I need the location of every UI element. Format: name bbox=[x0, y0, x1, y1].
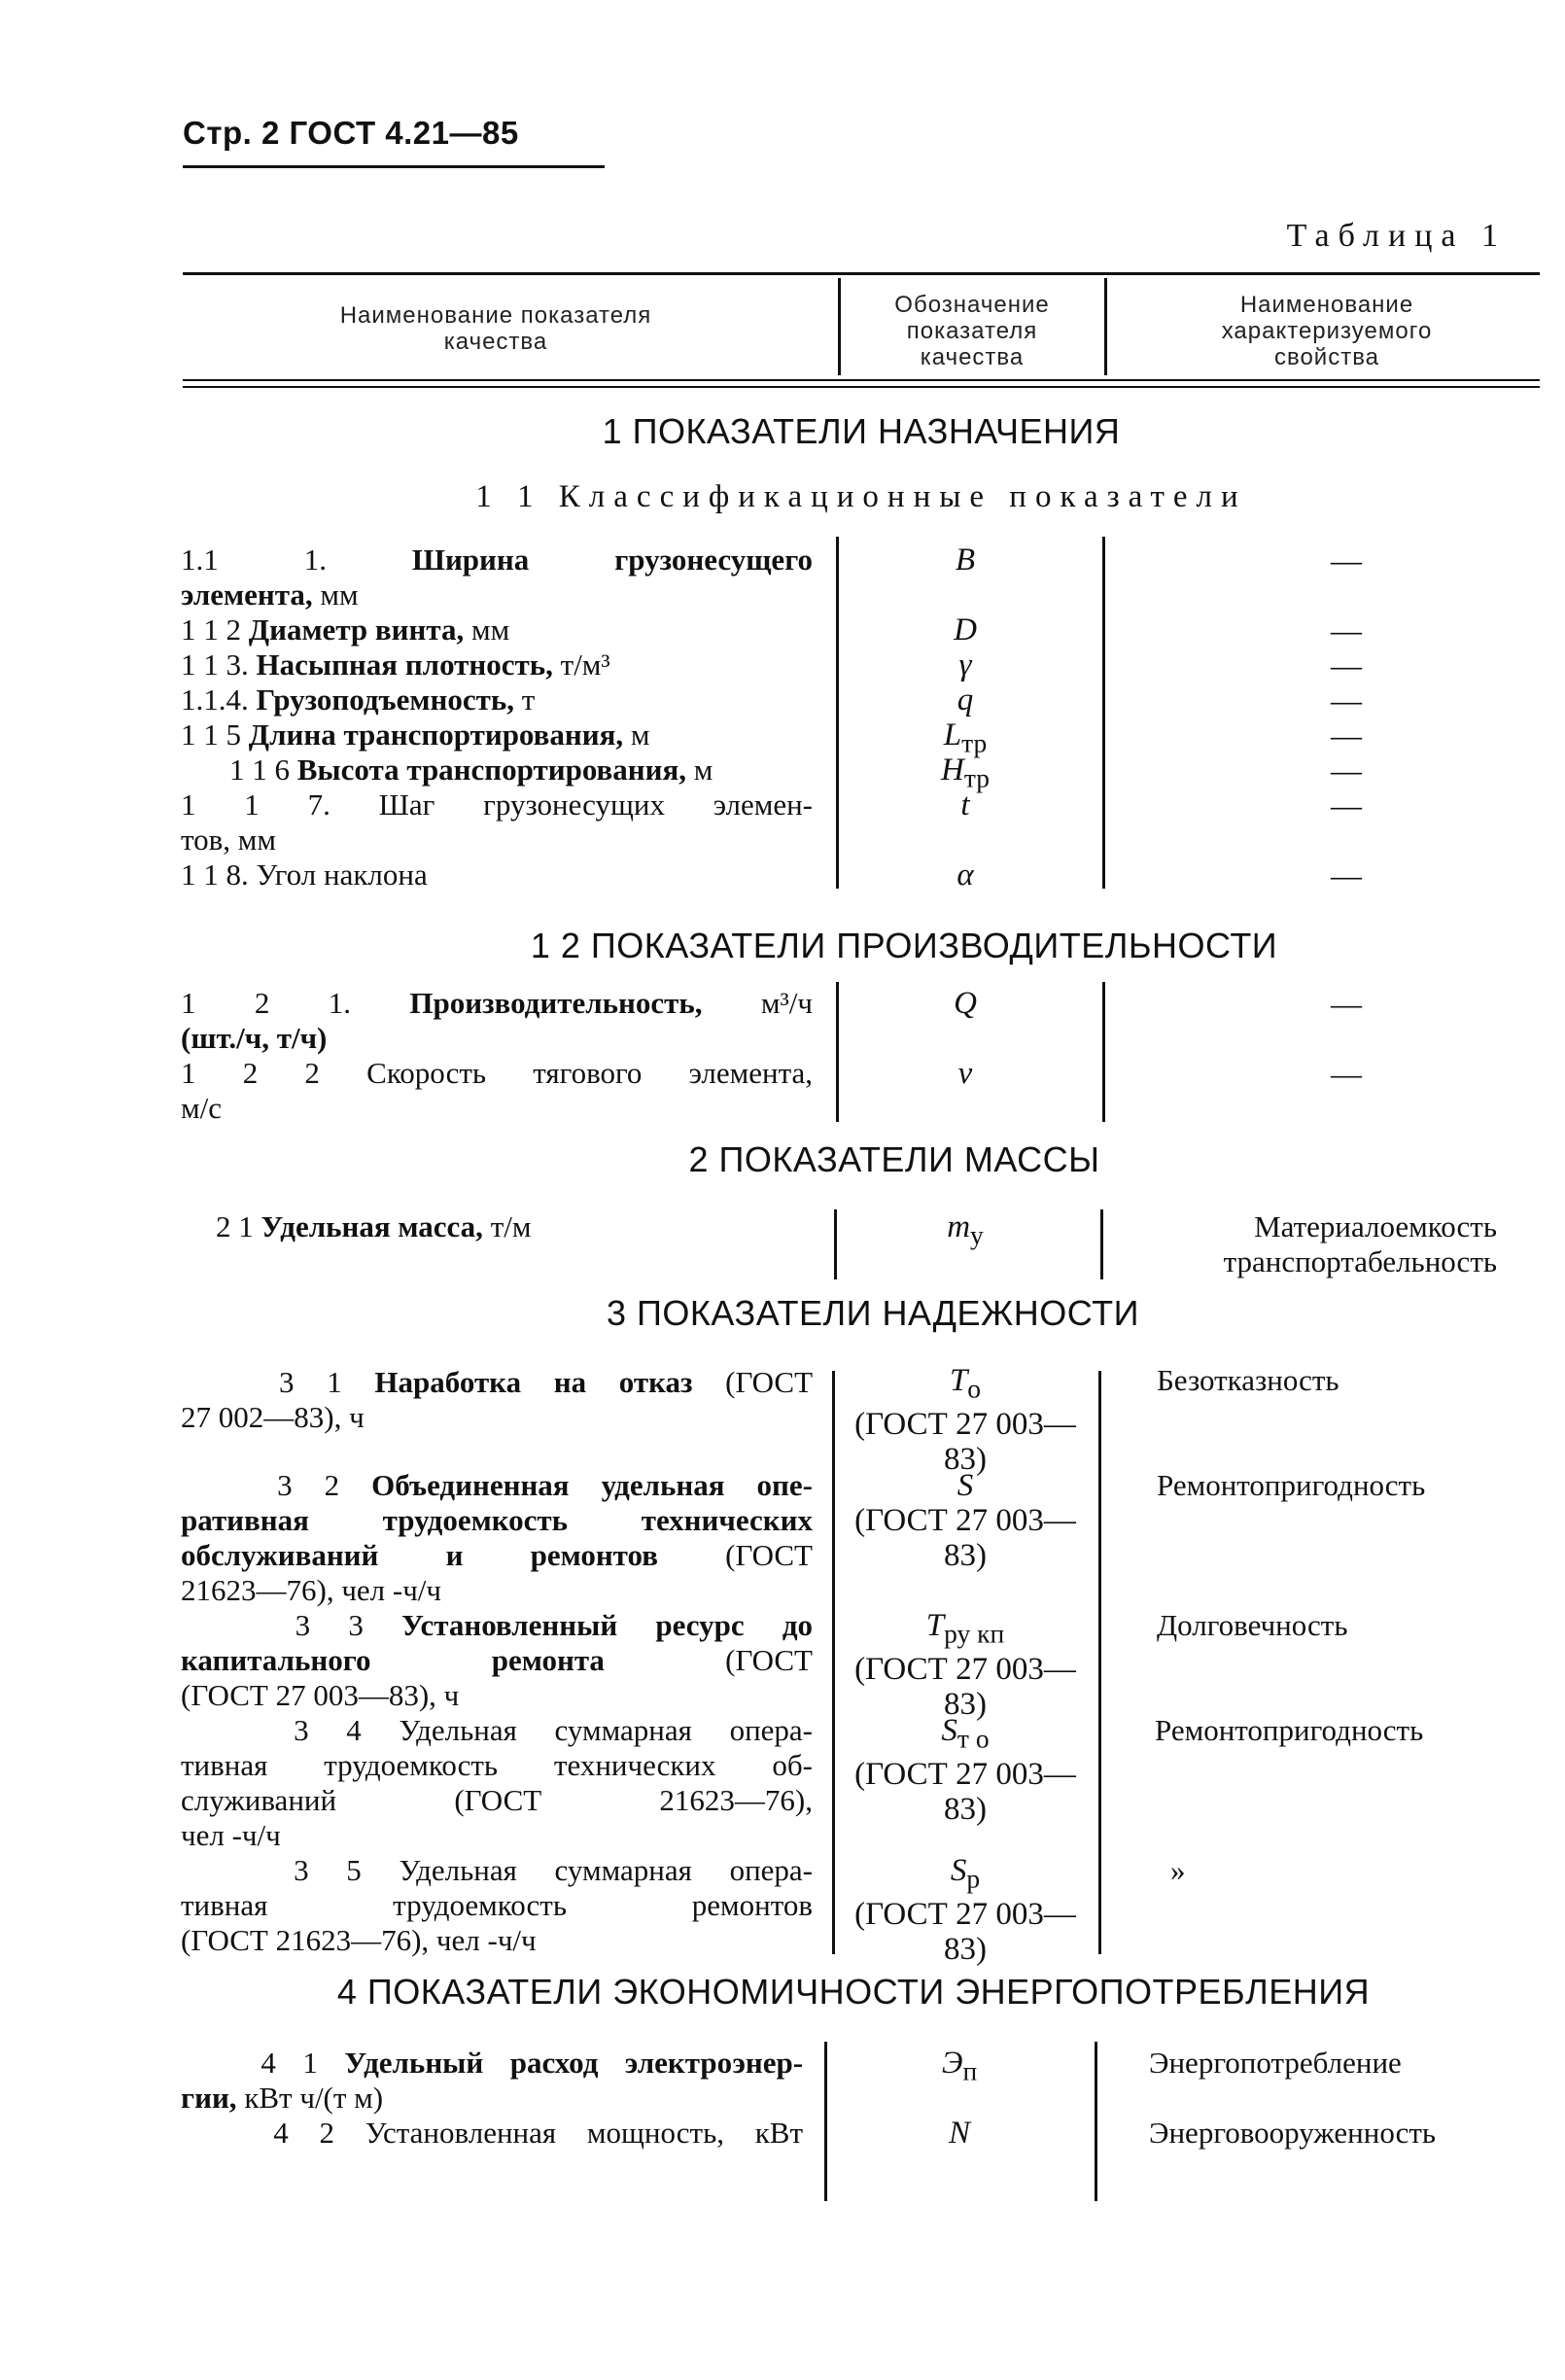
table-row-symbol: Q bbox=[954, 986, 977, 1021]
table-row-property: Ремонтопригодность bbox=[1157, 1468, 1426, 1502]
table-row-name: 1 1 2 Диаметр винта, мм bbox=[181, 612, 510, 647]
subsection-heading: 1 1 Классификационные показатели bbox=[475, 479, 1247, 514]
table-row-property: — bbox=[1331, 1056, 1362, 1091]
table-row-name: 1 1 6 Высота транспортирования, м bbox=[229, 752, 713, 787]
table-row-symbol: N bbox=[948, 2116, 970, 2151]
table-row-property: — bbox=[1331, 788, 1362, 822]
table-row-name: 4 1 Удельный расход электроэнер- гии, кВт ч/(т м) bbox=[181, 2046, 804, 2115]
table-row-property: — bbox=[1331, 752, 1362, 788]
table-header-rule bbox=[183, 386, 1540, 388]
table-row-symbol: $T_о$ (ГОСТ 27 003—83) bbox=[854, 1363, 1076, 1477]
table-row-name: 1 2 1. Производительность, м³/ч (шт./ч, т/ч) bbox=[181, 986, 813, 1055]
table-row-property: Материалоемкость транспортабельность bbox=[1223, 1209, 1497, 1278]
column-divider bbox=[1102, 537, 1105, 889]
table-row-name: 3 2 Объединенная удельная опе- ративная трудоемкость технических обслуживаний и ремонтов (ГОСТ 21623—76), чел -ч/ч bbox=[181, 1468, 813, 1607]
table-row-symbol: $H_{тр}$ bbox=[941, 752, 990, 793]
table-header-rule bbox=[183, 379, 1540, 381]
table-row-symbol: q bbox=[956, 682, 974, 718]
table-row-symbol: t bbox=[960, 788, 970, 822]
table-row-symbol: S (ГОСТ 27 003—83) bbox=[854, 1468, 1076, 1573]
table-title: Таблица 1 bbox=[1286, 218, 1507, 254]
table-row-name: 3 3 Установленный ресурс до капитального ремонта (ГОСТ (ГОСТ 27 003—83), ч bbox=[181, 1608, 814, 1712]
table-row-property: Энерговооруженность bbox=[1149, 2116, 1437, 2150]
page-header: Стр. 2 ГОСТ 4.21—85 bbox=[183, 115, 519, 151]
table-row-property: Долговечность bbox=[1157, 1608, 1348, 1642]
table-row-name: 4 2 Установленная мощность, кВт bbox=[273, 2116, 804, 2150]
section-heading: 1 ПОКАЗАТЕЛИ НАЗНАЧЕНИЯ bbox=[602, 411, 1121, 451]
subsection-heading: 1 2 ПОКАЗАТЕЛИ ПРОИЗВОДИТЕЛЬНОСТИ bbox=[530, 926, 1278, 965]
table-row-symbol: B bbox=[955, 542, 976, 578]
table-row-symbol: $m_у$ bbox=[947, 1209, 984, 1250]
table-top-rule bbox=[183, 272, 1540, 275]
table-row-name: 1 1 8. Угол наклона bbox=[181, 858, 428, 892]
column-divider bbox=[1104, 278, 1107, 375]
table-row-symbol: $T_{ру кп}$ (ГОСТ 27 003—83) bbox=[854, 1608, 1076, 1722]
table-row-property: — bbox=[1331, 648, 1362, 682]
column-header-symbol: Обозначение показателя качества bbox=[894, 292, 1050, 370]
column-divider bbox=[1095, 2042, 1097, 2201]
section-heading: 4 ПОКАЗАТЕЛИ ЭКОНОМИЧНОСТИ ЭНЕРГОПОТРЕБЛЕНИЯ bbox=[336, 1972, 1371, 2012]
table-row-symbol: $Э_п$ bbox=[941, 2046, 978, 2086]
table-row-name: 3 5 Удельная суммарная опера- тивная трудоемкость ремонтов (ГОСТ 21623—76), чел -ч/ч bbox=[181, 1853, 814, 1957]
column-divider bbox=[1102, 982, 1105, 1122]
table-row-property: — bbox=[1331, 718, 1362, 752]
table-row-name: 1 1 7. Шаг грузонесущих элемен- тов, мм bbox=[181, 788, 814, 857]
column-divider bbox=[838, 278, 841, 375]
table-row-property: » bbox=[1170, 1853, 1186, 1887]
table-row-property: — bbox=[1331, 858, 1362, 892]
table-row-symbol: v bbox=[957, 1056, 973, 1091]
table-row-property: — bbox=[1331, 542, 1362, 578]
table-row-name: 1 1 3. Насыпная плотность, т/м³ bbox=[181, 648, 610, 682]
table-row-name: 1.1 1. Ширина грузонесущего элемента, мм bbox=[181, 542, 813, 612]
column-header-property: Наименование характеризуемого свойства bbox=[1221, 292, 1433, 370]
table-row-symbol: α bbox=[956, 858, 974, 892]
table-row-name: 1 2 2 Скорость тягового элемента, м/с bbox=[181, 1056, 814, 1125]
table-row-symbol: $L_{тр}$ bbox=[943, 718, 988, 758]
table-row-property: Энергопотребление bbox=[1149, 2046, 1402, 2080]
table-row-property: — bbox=[1331, 612, 1362, 648]
table-row-property: Ремонтопригодность bbox=[1155, 1713, 1424, 1747]
section-heading: 2 ПОКАЗАТЕЛИ МАССЫ bbox=[688, 1139, 1100, 1179]
table-row-name: 3 1 Наработка на отказ (ГОСТ 27 002—83), ч bbox=[181, 1365, 814, 1434]
table-row-symbol: $S_р$ (ГОСТ 27 003—83) bbox=[854, 1853, 1076, 1967]
table-row-symbol: $S_{т о}$ (ГОСТ 27 003—83) bbox=[854, 1713, 1076, 1827]
table-row-property: Безотказность bbox=[1157, 1363, 1339, 1397]
table-row-symbol: D bbox=[954, 612, 977, 648]
table-row-symbol: γ bbox=[958, 648, 972, 682]
section-heading: 3 ПОКАЗАТЕЛИ НАДЕЖНОСТИ bbox=[607, 1293, 1139, 1333]
column-divider bbox=[824, 2042, 827, 2201]
column-divider bbox=[1100, 1209, 1103, 1279]
column-header-name: Наименование показателя качества bbox=[339, 302, 652, 355]
table-row-property: — bbox=[1331, 682, 1362, 718]
table-row-name: 2 1 Удельная масса, т/м bbox=[216, 1209, 532, 1243]
table-row-property: — bbox=[1331, 986, 1362, 1021]
header-rule bbox=[183, 165, 605, 168]
column-divider bbox=[1098, 1371, 1101, 1954]
table-row-name: 3 4 Удельная суммарная опера- тивная трудоемкость технических об- служиваний (ГОСТ 21623—76), чел -ч/ч bbox=[181, 1713, 814, 1852]
table-row-name: 1 1 5 Длина транспортирования, м bbox=[181, 718, 650, 752]
table-row-name: 1.1.4. Грузоподъемность, т bbox=[181, 682, 536, 717]
